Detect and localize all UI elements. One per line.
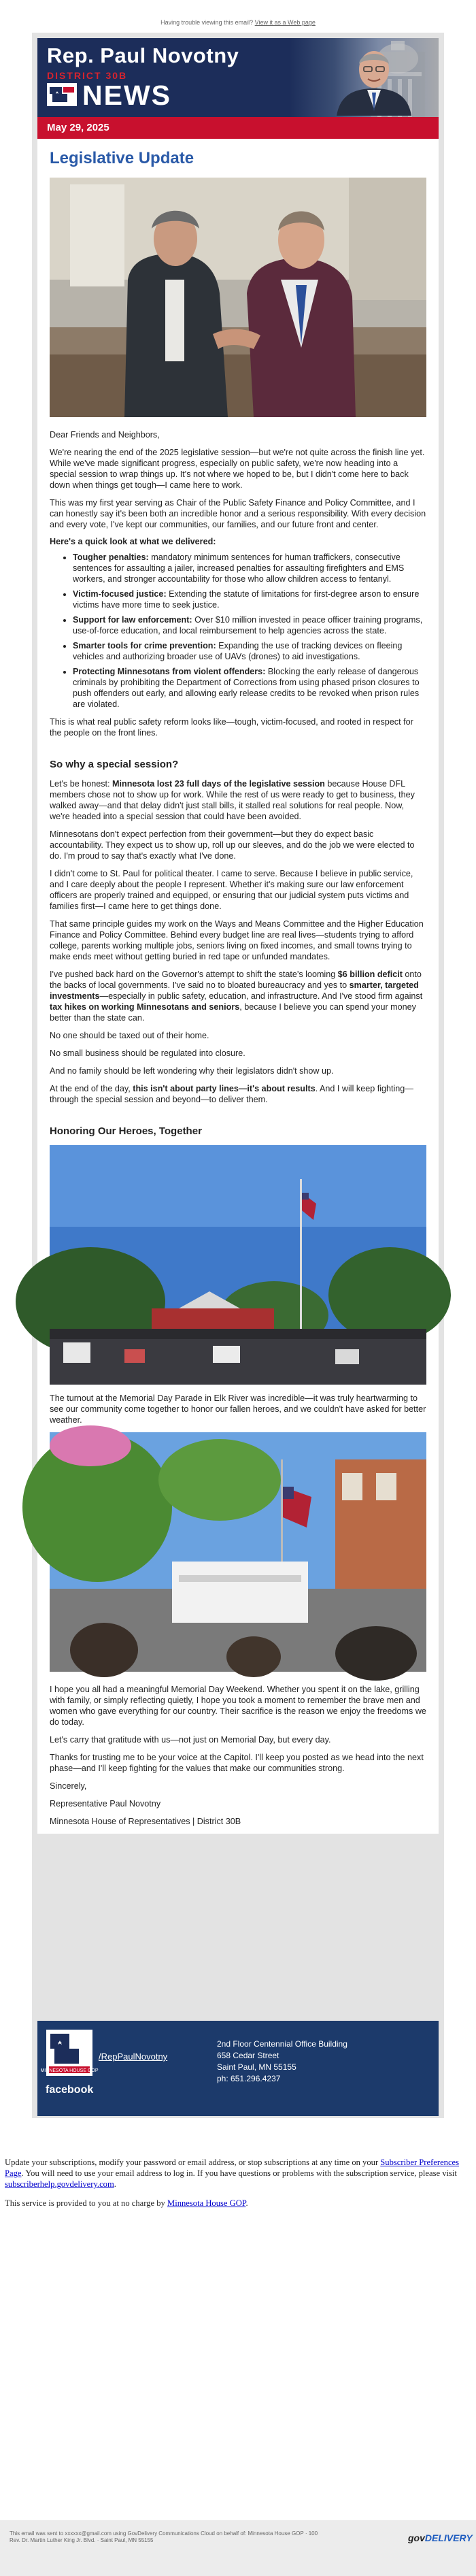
signature-name: Representative Paul Novotny <box>50 1799 161 1809</box>
district-label: DISTRICT 30B <box>47 70 128 81</box>
memorial-weekend-paragraph: I hope you all had a meaningful Memorial Day Weekend. Whether you spent it on the lake, grilling with family, or simply reflecting quietly, I hope you took a moment to remember the brave men and women who gave everything for our country. Their sacrifice is the reason we enjoy the freedoms we do today. <box>50 1685 426 1727</box>
parade-caption: The turnout at the Memorial Day Parade in Elk River was incredible—it was truly heartwarming to see our community come together to honor our fallen heroes, and we couldn't have asked for better weather. <box>50 1393 426 1425</box>
house-gop-logo <box>40 2030 99 2076</box>
masthead-banner <box>37 38 439 130</box>
date-bar <box>37 117 439 139</box>
thanks-paragraph: Thanks for trusting me to be your voice at the Capitol. I'll keep you posted as we head into the next phase—and I'll keep fighting for the values that make our communities strong. <box>50 1753 424 1773</box>
view-web-page-link[interactable]: View it as a Web page <box>254 19 316 26</box>
list-item: • Support for law enforcement: Over $10 million invested in peace officer training programs, use-of-force education, and local reimbursement to help agencies across the state. <box>73 614 426 636</box>
service-provider-text: This service is provided to you at no charge by Minnesota House GOP. <box>5 2198 248 2208</box>
accomplishments-list <box>50 552 426 710</box>
facebook-label: facebook <box>46 2084 94 2096</box>
special-session-paragraph-4: That same principle guides my work on the Ways and Means Committee and the Higher Education Finance and Policy Committee. Behind every budget line are real lives—students trying to afford college, parents working multiple jobs, seniors living on fixed incomes, and small towns trying to make ends meet without getting buried in red tape or unfunded mandates. <box>50 919 424 961</box>
signature-title: Minnesota House of Representatives | District 30B <box>50 1817 241 1826</box>
facebook-handle-link[interactable]: /RepPaulNovotny <box>99 2051 168 2062</box>
signoff: Sincerely, <box>50 1781 87 1791</box>
masthead <box>37 38 439 149</box>
subscription-notes <box>0 2157 476 2217</box>
list-item: • Tougher penalties: mandatory minimum sentences for human traffickers, consecutive sentences for assaulting a jailer, increased penalties for assaulting firefighters and EMS workers, and stronger accountability for those who allow children access to fentanyl. <box>73 552 426 584</box>
delivered-list-heading: Here's a quick look at what we delivered: <box>50 537 216 546</box>
special-session-paragraph-2: Minnesotans don't expect perfection from their government—but they do expect basic accountability. They expect us to show up, roll up our sleeves, and do the job we were elected to do. I'm proud to say that's exactly what I've done. <box>50 829 415 861</box>
intro-paragraph-2: This was my first year serving as Chair of the Public Safety Finance and Policy Committee, and I can honestly say it's been both an incredible honor and a serious responsibility. With every decision and every vote, I've kept our communities, our families, and our future front and center. <box>50 498 426 529</box>
special-session-paragraph-6: No one should be taxed out of their home. <box>50 1031 209 1040</box>
list-item: • Protecting Minnesotans from violent offenders: Blocking the early release of dangerous criminals by prohibiting the Department of Corrections from using phased prison closures to push offenders out early, and allowing early release credits to be revoked when prison rules are violated. <box>73 666 426 710</box>
minnesota-flag-icon <box>47 83 77 106</box>
news-wordmark: NEWS <box>82 80 171 111</box>
representative-portrait <box>330 41 418 116</box>
list-item: • Victim-focused justice: Extending the statute of limitations for first-degree arson to ensure victims have more time to seek justice. <box>73 589 426 610</box>
house-gop-link[interactable]: Minnesota House GOP <box>167 2198 246 2208</box>
special-session-paragraph-1: Let's be honest: Minnesota lost 23 full days of the legislative session because House DFL members chose not to show up for work. While the rest of us were ready to get to business, they walked away—and that delay didn't just stall bills, it stalled real solutions for real people. Now, we're headed into a special session that could have been avoided. <box>50 779 415 821</box>
memorial-day-crowd-photo <box>50 1145 426 1385</box>
greeting: Dear Friends and Neighbors, <box>50 430 160 440</box>
newsletter-date: May 29, 2025 <box>47 122 109 133</box>
special-session-paragraph-9: At the end of the day, this isn't about party lines—it's about results. And I will keep fighting—through the special session and beyond—to deliver them. <box>50 1084 413 1104</box>
email-card <box>37 38 439 1834</box>
article-title: Legislative Update <box>50 149 194 167</box>
subscription-preferences-text: Update your subscriptions, modify your password or email address, or stop subscriptions at any time on your Subscriber Preferences Page. You will need to use your email address to log in. If you have questions or problems with the subscription service, please visit subscriberhelp.govdelivery.com. <box>5 2158 460 2189</box>
office-address: 2nd Floor Centennial Office Building 658 Cedar Street Saint Paul, MN 55155 ph: 651.296.4237 <box>217 2039 347 2083</box>
legal-footer <box>0 2520 476 2576</box>
special-session-paragraph-8: And no family should be left wondering why their legislators didn't show up. <box>50 1066 334 1076</box>
list-item: • Smarter tools for crime prevention: Expanding the use of tracking devices on fleeing vehicles and authorizing broader use of UAVs (drones) to aid investigations. <box>73 640 426 662</box>
public-safety-closing: This is what real public safety reform looks like—tough, victim-focused, and rooted in respect for the people on the front lines. <box>50 717 413 738</box>
special-session-heading: So why a special session? <box>50 759 179 770</box>
subscriber-help-link[interactable]: subscriberhelp.govdelivery.com <box>5 2179 114 2189</box>
legal-text: This email was sent to xxxxxx@gmail.com using GovDelivery Communications Cloud on behalf of: Minnesota House GOP · 100 Rev. Dr. Martin Luther King Jr. Blvd. · Saint Paul, MN 55155 <box>10 2530 318 2543</box>
gratitude-paragraph: Let's carry that gratitude with us—not just on Memorial Day, but every day. <box>50 1735 331 1745</box>
memorial-day-parade-photo <box>50 1432 426 1672</box>
top-notice-text: Having trouble viewing this email? <box>160 19 254 26</box>
special-session-paragraph-7: No small business should be regulated into closure. <box>50 1048 245 1058</box>
handshake-photo <box>50 178 426 417</box>
special-session-paragraph-5: I've pushed back hard on the Governor's attempt to shift the state's looming $6 billion deficit onto the backs of local governments. I've said no to bloated bureaucracy and yes to smarter, targeted investments—especially in public safety, education, and infrastructure. And I've stood firm against tax hikes on working Minnesotans and seniors, because I believe you can spend your money better than the state can. <box>50 970 423 1023</box>
article-body <box>37 149 439 1827</box>
govdelivery-logo: govDELIVERY <box>408 2532 473 2543</box>
special-session-paragraph-3: I didn't come to St. Paul for political theater. I came to serve. Because I believe in public service, and I care deeply about the people I represent. Whether it's making sure our law enforcement officers are properly trained and equipped, or ensuring that our judicial system puts victims and families first—I came here to get things done. <box>50 869 413 911</box>
intro-paragraph-1: We're nearing the end of the 2025 legislative session—but we're not quite across the finish line yet. While we've made significant progress, especially on public safety, we're now heading into a special session to wrap things up. It's not where we hoped to be, but I didn't come here to back down when things get tough—I came here to work. <box>50 448 425 490</box>
heroes-heading: Honoring Our Heroes, Together <box>50 1125 202 1137</box>
svg-text:MINNESOTA HOUSE GOP: MINNESOTA HOUSE GOP <box>40 2068 99 2073</box>
representative-name: Rep. Paul Novotny <box>47 44 239 67</box>
email-footer <box>37 2021 439 2116</box>
subscriber-preferences-link[interactable]: Subscriber Preferences Page <box>5 2158 460 2178</box>
